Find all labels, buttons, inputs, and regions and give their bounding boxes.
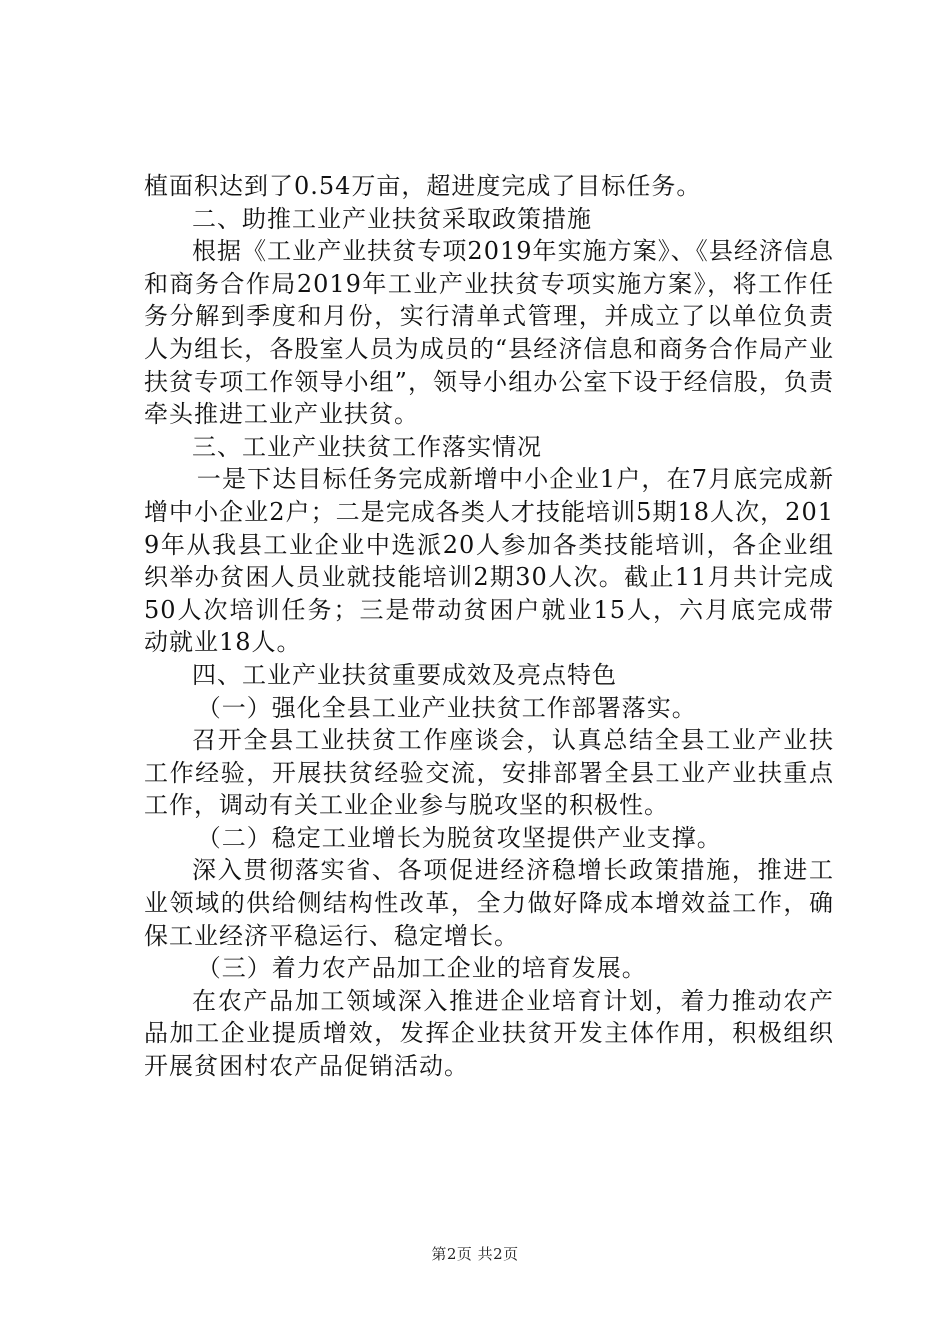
- section-heading-3: 三、工业产业扶贫工作落实情况: [192, 432, 542, 461]
- subheading-3: （三）着力农产品加工企业的培育发展。: [196, 954, 647, 983]
- paragraph-policy-measures: 根据《工业产业扶贫专项2019年实施方案》、《县经济信息和商务合作局2019年工业产业扶贫专项实施方案》，将工作任务分解到季度和月份，实行清单式管理，并成立了以单位负责人为组长，各股室人员为成员的“县经济信息和商务合作局产业扶贫专项工作领导小组”，领导小组办公室下设于经信股，负责牵头推进工业产业扶贫。: [144, 237, 834, 429]
- paragraph-continuation: 植面积达到了0.54万亩，超进度完成了目标任务。: [144, 172, 702, 200]
- paragraph-subsection-1: 召开全县工业扶贫工作座谈会，认真总结全县工业产业扶工作经验，开展扶贫经验交流，安排部署全县工业产业扶重点工作，调动有关工业企业参与脱攻坚的积极性。: [144, 726, 834, 820]
- section-heading-2: 二、助推工业产业扶贫采取政策措施: [192, 204, 592, 233]
- paragraph-implementation: 一是下达目标任务完成新增中小企业1户，在7月底完成新增中小企业2户；二是完成各类人才技能培训5期18人次，2019年从我县工业企业中选派20人参加各类技能培训，各企业组织举办贫困人员业就技能培训2期30人次。截止11月共计完成50人次培训任务；三是带动贫困户就业15人，六月底完成带动就业18人。: [144, 465, 834, 657]
- subheading-1: （一）强化全县工业产业扶贫工作部署落实。: [196, 693, 697, 722]
- subheading-2: （二）稳定工业增长为脱贫攻坚提供产业支撑。: [196, 823, 722, 852]
- section-heading-4: 四、工业产业扶贫重要成效及亮点特色: [192, 660, 617, 689]
- paragraph-subsection-2: 深入贯彻落实省、各项促进经济稳增长政策措施，推进工业领域的供给侧结构性改革，全力做好降成本增效益工作，确保工业经济平稳运行、稳定增长。: [144, 856, 834, 950]
- document-body: [144, 170, 834, 1083]
- page-number-footer: 第2页 共2页: [431, 1245, 519, 1263]
- paragraph-subsection-3: 在农产品加工领域深入推进企业培育计划，着力推动农产品加工企业提质增效，发挥企业扶贫开发主体作用，积极组织开展贫困村农产品促销活动。: [144, 986, 834, 1081]
